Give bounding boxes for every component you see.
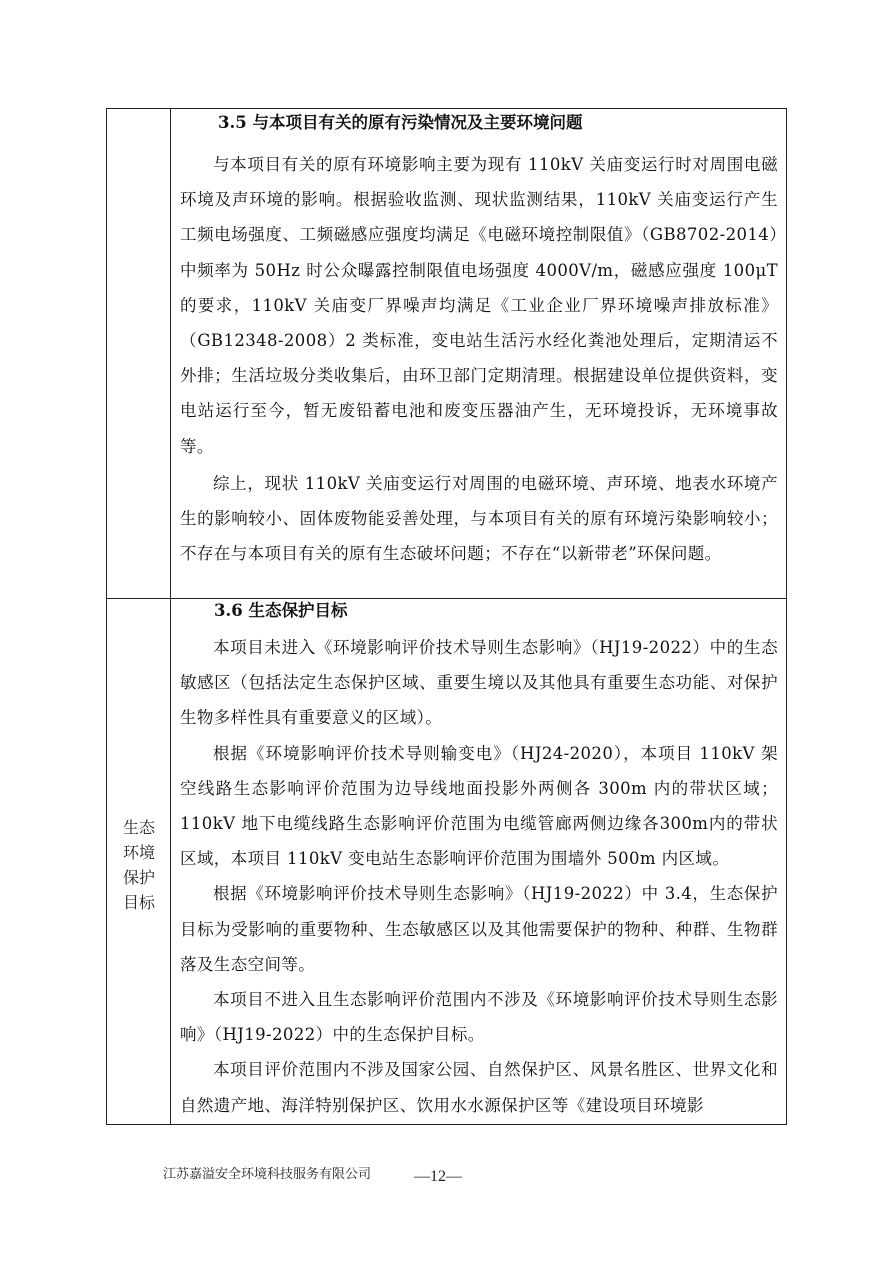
section-heading: 3.5 与本项目有关的原有污染情况及主要环境问题 bbox=[218, 113, 583, 132]
paragraph: 根据《环境影响评价技术导则输变电》（HJ24-2020），本项目 110kV 架空线路生态影响评价范围为边导线地面投影外两侧各 300m 内的带状区域；110kV 地下电缆线路生态影响评价范围为电缆管廊两侧边缘各300m内的带状区域，本项目 110kV 变电站生态影响评价范围为围墙外 500m 内区域。 bbox=[180, 743, 778, 869]
paragraph: 根据《环境影响评价技术导则生态影响》（HJ19-2022）中 3.4，生态保护目标为受影响的重要物种、生态敏感区以及其他需要保护的物种、种群、生物群落及生态空间等。 bbox=[180, 884, 778, 974]
paragraph: 综上，现状 110kV 关庙变运行对周围的电磁环境、声环境、地表水环境产生的影响较小、固体废物能妥善处理，与本项目有关的原有环境污染影响较小；不存在与本项目有关的原有生态破坏问题；不存在“以新带老”环保问题。 bbox=[180, 473, 778, 564]
paragraph: 本项目不进入且生态影响评价范围内不涉及《环境影响评价技术导则生态影响》（HJ19-2022）中的生态保护目标。 bbox=[180, 990, 778, 1045]
paragraph: 本项目评价范围内不涉及国家公园、自然保护区、风景名胜区、世界文化和自然遗产地、海洋特别保护区、饮用水水源保护区等《建设项目环境影 bbox=[180, 1060, 778, 1115]
page-number: —12— bbox=[414, 1168, 462, 1185]
footer-company: 江苏嘉溢安全环境科技服务有限公司 bbox=[163, 1167, 372, 1182]
paragraph: 本项目未进入《环境影响评价技术导则生态影响》（HJ19-2022）中的生态敏感区（包括法定生态保护区域、重要生境以及其他具有重要生态功能、对保护生物多样性具有重要意义的区域）。 bbox=[180, 638, 778, 728]
section-heading: 3.6 生态保护目标 bbox=[214, 601, 348, 620]
row-label: 生态 环境 保护 目标 bbox=[122, 818, 155, 912]
paragraph: 与本项目有关的原有环境影响主要为现有 110kV 关庙变运行时对周围电磁环境及声环境的影响。根据验收监测、现状监测结果，110kV 关庙变运行产生工频电场强度、工频磁感应强度均满足《电磁环境控制限值》（GB8702-2014）中频率为 50Hz 时公众曝露控制限值电场强度 4000V/m，磁感应强度 100μT 的要求，110kV 关庙变厂界噪声均满足《工业企业厂界环境噪声排放标准》（GB12348-2008）2 类标准，变电站生活污水经化粪池处理后，定期清运不外排；生活垃圾分类收集后，由环卫部门定期清理。根据建设单位提供资料，变电站运行至今，暂无废铅蓄电池和废变压器油产生，无环境投诉，无环境事故等。 bbox=[180, 155, 778, 456]
row-divider bbox=[106, 598, 787, 599]
section-original-pollution bbox=[180, 112, 778, 571]
section-ecological-protection bbox=[180, 600, 778, 1123]
column-divider bbox=[170, 108, 171, 1125]
